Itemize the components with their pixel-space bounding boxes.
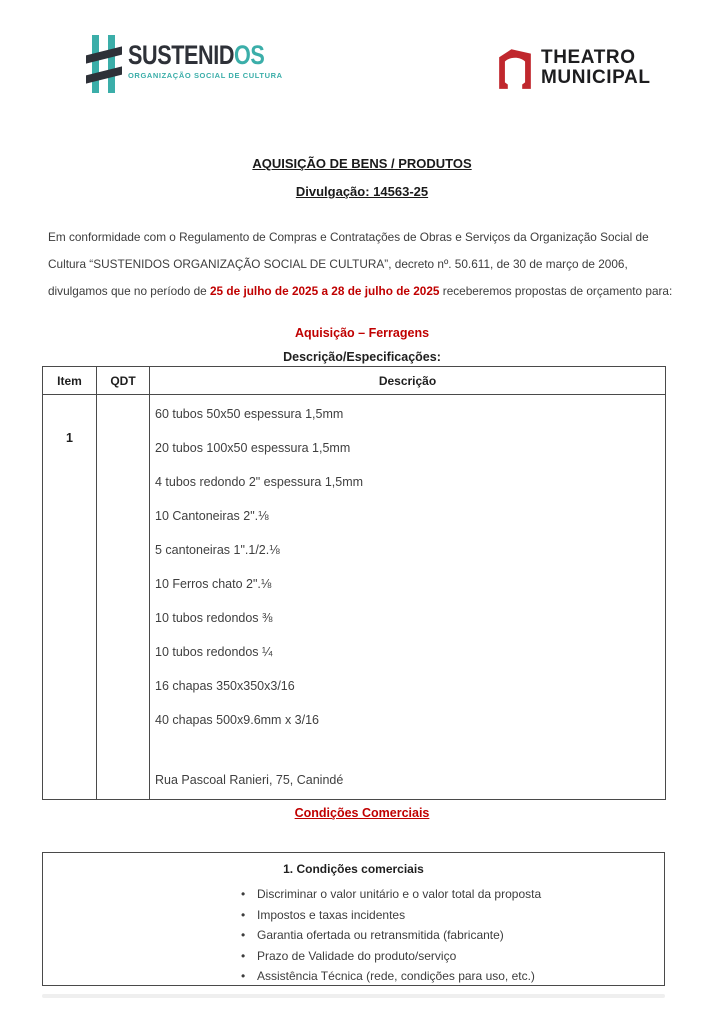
description-line: 16 chapas 350x350x3/16 [155,679,295,693]
bullet-icon: • [241,907,246,922]
item-number-cell: 1 [43,395,97,800]
bullet-icon: • [241,969,246,983]
table-row [43,395,666,800]
description-line: 40 chapas 500x9.6mm x 3/16 [155,713,319,727]
sustenidos-subtitle: ORGANIZAÇÃO SOCIAL DE CULTURA [128,71,283,80]
sustenidos-name-teal: OS [234,40,265,70]
description-line: 5 cantoneiras 1".1/2.⅛ [155,543,280,557]
document-title: AQUISIÇÃO DE BENS / PRODUTOS [252,156,472,171]
description-line: 4 tubos redondo 2" espessura 1,5mm [155,475,364,489]
bullet-text: Prazo de Validade do produto/serviço [257,948,457,963]
bullet-icon: • [241,948,246,963]
sustenidos-logo-text [128,34,299,80]
document-subtitle: Divulgação: 14563-25 [295,184,429,199]
intro-paragraph [48,224,676,305]
description-line: 10 Ferros chato 2".⅛ [155,577,272,591]
specs-heading: Descrição/Especificações: [283,350,441,364]
description-line: 20 tubos 100x50 espessura 1,5mm [155,441,351,455]
description-line: 10 tubos redondos ⅜ [155,611,273,625]
description-line: 10 tubos redondos ¼ [155,645,273,659]
sustenidos-logo [86,34,299,94]
commercial-conditions-heading: Condições Comerciais [294,806,430,820]
arch-icon [497,42,533,94]
list-item [241,966,664,987]
conditions-box-title: 1. Condições comerciais [283,862,424,876]
col-header-item: Item [43,367,97,395]
list-item [241,884,664,905]
table-header-row [43,367,666,395]
document-title-block [0,150,724,206]
bullet-text: Assistência Técnica (rede, condições para uso, etc.) [257,969,535,983]
delivery-address: Rua Pascoal Ranieri, 75, Canindé [155,773,344,787]
commercial-conditions-box [42,852,665,986]
col-header-descricao: Descrição [150,367,666,395]
col-header-qdt: QDT [97,367,150,395]
sustenidos-name-dark: SUSTENID [128,40,235,70]
acquisition-heading: Aquisição – Ferragens [294,326,430,340]
section-headings [0,321,724,369]
bullet-text: Garantia ofertada ou retransmitida (fabricante) [257,928,504,942]
hash-icon [86,34,122,94]
intro-date-range: 25 de julho de 2025 a 28 de julho de 2025 [210,283,440,298]
description-cell [150,395,666,800]
description-line: 60 tubos 50x50 espessura 1,5mm [155,407,344,421]
intro-text-1: Em conformidade com o Regulamento de Compras e Contratações de Obras e Serviços da Organização Social de Cultura “SUSTENIDOS ORGANIZAÇÃO SOCIAL DE CULTURA”, decreto nº. 50.611, de 30 de março de 2006, divulgamos que no período de [48,229,649,298]
bullet-icon: • [241,887,246,901]
theatro-line2: MUNICIPAL [541,67,651,88]
bullet-text: Impostos e taxas incidentes [257,907,406,922]
theatro-logo-text [541,48,651,88]
next-box-edge [42,994,665,998]
theatro-municipal-logo [497,42,651,94]
qdt-cell [97,395,150,800]
spec-table [42,366,666,800]
theatro-line1: THEATRO [541,47,636,68]
bullet-text: Discriminar o valor unitário e o valor total da proposta [257,887,542,901]
list-item [241,946,664,967]
list-item [241,905,664,926]
sustenidos-name [128,42,264,68]
description-line: 10 Cantoneiras 2".⅛ [155,509,269,523]
list-item [241,925,664,946]
bullet-icon: • [241,928,246,942]
conditions-bullet-list [43,884,664,987]
intro-text-2: receberemos propostas de orçamento para: [439,283,673,298]
